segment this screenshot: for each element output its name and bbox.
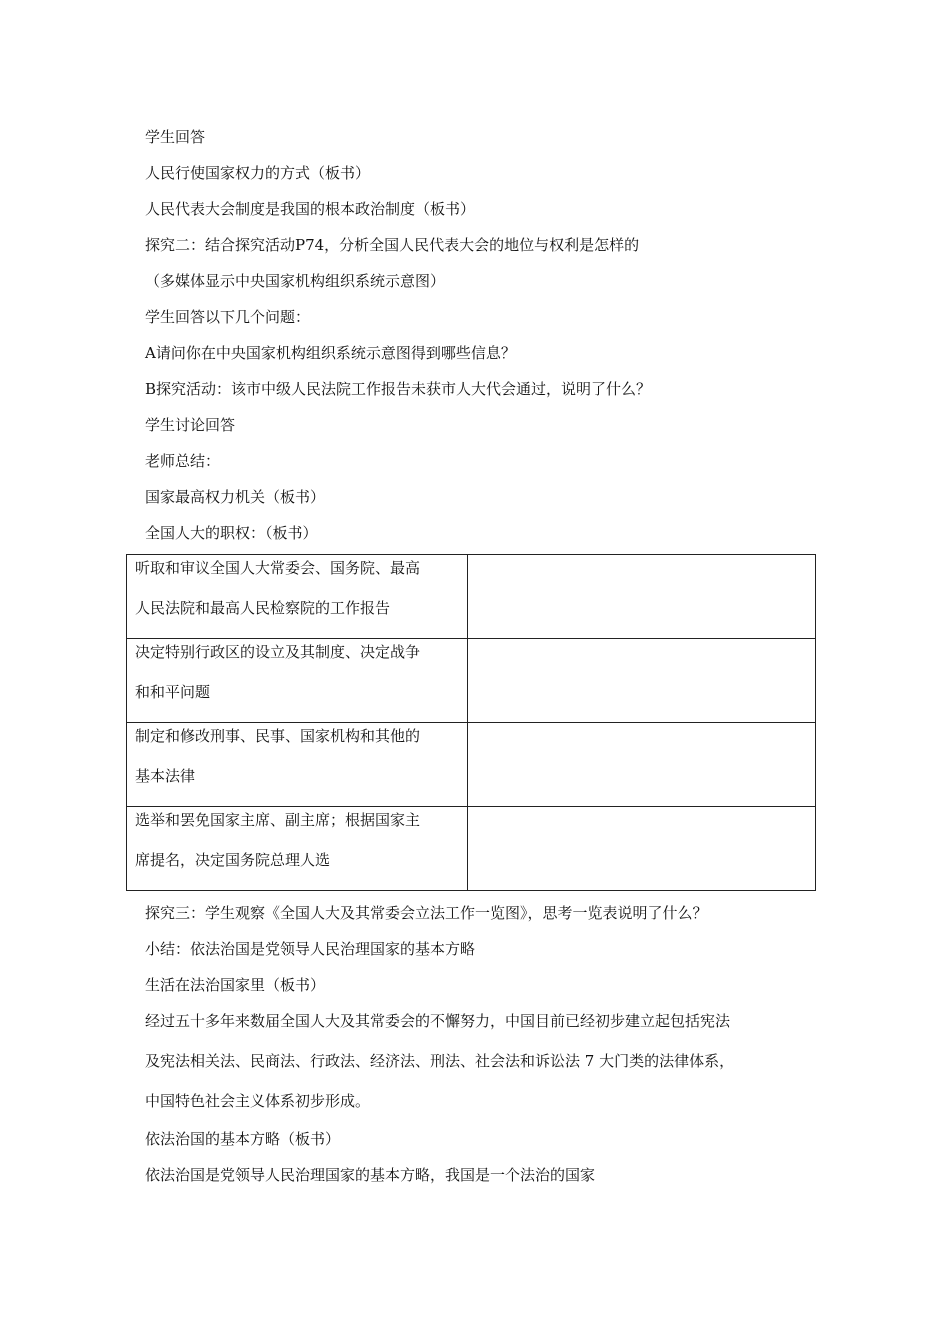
- table-cell: [127, 555, 468, 639]
- npc-powers-table: [126, 554, 816, 891]
- cell-text-line: 选举和罢免国家主席、副主席；根据国家主: [135, 811, 421, 829]
- table-row: [127, 807, 816, 891]
- text-line: 学生回答以下几个问题：: [145, 308, 311, 326]
- paragraph-line: 中国特色社会主义体系初步形成。: [145, 1092, 371, 1110]
- cell-text-line: 和和平问题: [135, 683, 211, 701]
- table-cell: [127, 723, 468, 807]
- text-line: 探究三：学生观察《全国人大及其常委会立法工作一览图》，思考一览表说明了什么？: [145, 904, 708, 922]
- paragraph-line: 及宪法相关法、民商法、行政法、经济法、刑法、社会法和诉讼法 7 大门类的法律体系，: [145, 1052, 735, 1070]
- cell-text-line: 听取和审议全国人大常委会、国务院、最高: [135, 559, 421, 577]
- cell-text-line: 决定特别行政区的设立及其制度、决定战争: [135, 643, 421, 661]
- table-cell: [127, 807, 468, 891]
- text-line: 生活在法治国家里（板书）: [145, 976, 326, 994]
- text-line: 国家最高权力机关（板书）: [145, 488, 326, 506]
- table-row: [127, 723, 816, 807]
- text-line: 探究二：结合探究活动P74，分析全国人民代表大会的地位与权利是怎样的: [145, 236, 640, 254]
- text-line: 学生回答: [145, 128, 206, 146]
- text-line: 依法治国的基本方略（板书）: [145, 1130, 341, 1148]
- table-cell: [127, 639, 468, 723]
- paragraph-line: 经过五十多年来数届全国人大及其常委会的不懈努力，中国目前已经初步建立起包括宪法: [145, 1012, 731, 1030]
- cell-text-line: 席提名，决定国务院总理人选: [135, 851, 331, 869]
- text-line: B探究活动：该市中级人民法院工作报告未获市人大代会通过，说明了什么？: [145, 380, 652, 398]
- table-row: [127, 639, 816, 723]
- table-row: [127, 555, 816, 639]
- text-line: 全国人大的职权：（板书）: [145, 524, 318, 542]
- table-cell-empty: [468, 723, 816, 807]
- cell-text-line: 人民法院和最高人民检察院的工作报告: [135, 599, 391, 617]
- cell-text-line: 制定和修改刑事、民事、国家机构和其他的: [135, 727, 421, 745]
- text-line: 依法治国是党领导人民治理国家的基本方略，我国是一个法治的国家: [145, 1166, 596, 1184]
- cell-text-line: 基本法律: [135, 767, 196, 785]
- body-paragraph: [145, 1011, 817, 1131]
- table-cell-empty: [468, 807, 816, 891]
- table-cell-empty: [468, 639, 816, 723]
- text-line: 人民行使国家权力的方式（板书）: [145, 164, 371, 182]
- text-line: 学生讨论回答: [145, 416, 236, 434]
- text-line: （多媒体显示中央国家机构组织系统示意图）: [145, 272, 446, 290]
- table-cell-empty: [468, 555, 816, 639]
- text-line: 小结：依法治国是党领导人民治理国家的基本方略: [145, 940, 476, 958]
- text-line: A请问你在中央国家机构组织系统示意图得到哪些信息？: [145, 344, 516, 362]
- text-line: 老师总结：: [145, 452, 221, 470]
- text-line: 人民代表大会制度是我国的根本政治制度（板书）: [145, 200, 476, 218]
